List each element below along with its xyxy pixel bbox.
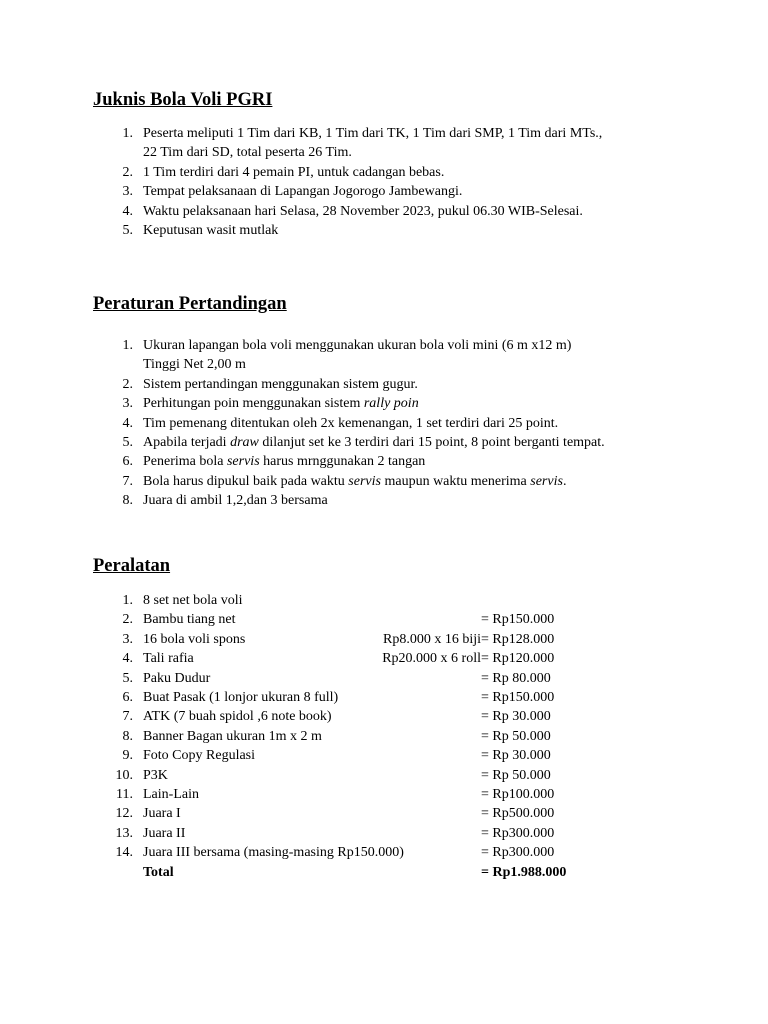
list-text: Juara di ambil 1,2,dan 3 bersama [143,493,328,509]
list-item [109,394,605,413]
cost-row [109,669,566,688]
list-number: 2. [122,376,133,392]
list-number: 3. [122,396,133,412]
item-name: Juara III bersama (masing-masing Rp150.000) [143,845,404,861]
list-number: 3. [122,184,133,200]
cost-row [109,610,566,629]
item-name: P3K [143,767,168,783]
list-text-italic: servis [348,473,381,489]
list-number: 7. [122,709,133,725]
list-text-continuation: 22 Tim dari SD, total peserta 26 Tim. [143,145,352,161]
list-item [109,433,605,452]
list-text: . [562,473,567,489]
total-amount: = Rp1.988.000 [481,864,567,880]
list-item [109,414,605,433]
cost-row [109,688,566,707]
item-amount: = Rp 50.000 [481,728,551,744]
cost-row [109,766,566,785]
peraturan-list [109,336,605,511]
item-name: Tali rafia [143,651,194,667]
list-text: Apabila terjadi [143,435,231,451]
list-text: 1 Tim terdiri dari 4 pemain PI, untuk cadangan bebas. [143,164,445,180]
list-number: 5. [122,670,133,686]
list-number: 6. [122,454,133,470]
cost-row [109,824,566,843]
list-item [109,491,605,510]
list-number: 14. [115,845,133,861]
item-amount: = Rp 30.000 [481,748,551,764]
item-amount: = Rp300.000 [481,845,555,861]
list-text: maupun waktu menerima [380,473,531,489]
item-name: Bambu tiang net [143,612,236,628]
cost-row [109,843,566,862]
list-number: 13. [115,825,133,841]
item-name: Banner Bagan ukuran 1m x 2 m [143,728,322,744]
item-amount: = Rp128.000 [481,631,555,647]
list-number: 1. [122,593,133,608]
list-number: 7. [122,473,133,489]
cost-row [109,746,566,765]
cost-row [109,804,566,823]
list-number: 2. [122,164,133,180]
list-item [109,221,602,240]
item-name: ATK (7 buah spidol ,6 note book) [143,709,332,725]
item-amount: = Rp300.000 [481,825,555,841]
list-number: 4. [122,651,133,667]
cost-row [109,785,566,804]
list-number: 4. [122,415,133,431]
item-name: Buat Pasak (1 lonjor ukuran 8 full) [143,690,339,706]
item-amount: = Rp120.000 [481,651,555,667]
list-text: harus mrnggunakan 2 tangan [259,454,426,470]
list-number: 2. [122,612,133,628]
list-number: 5. [122,223,133,239]
list-text-italic: draw [230,435,259,451]
list-number: 1. [122,338,133,353]
list-text: Penerima bola [143,454,227,470]
list-item [109,472,605,491]
list-text: Waktu pelaksanaan hari Selasa, 28 November 2023, pukul 06.30 WIB-Selesai. [143,203,583,219]
item-amount: = Rp 50.000 [481,767,551,783]
total-row [109,863,566,882]
list-item [109,163,602,182]
item-amount: = Rp100.000 [481,787,555,803]
cost-row [109,591,566,610]
list-text: dilanjut set ke 3 terdiri dari 15 point, 8 point berganti tempat. [258,435,605,451]
list-item [109,452,605,471]
item-name: 16 bola voli spons [143,631,246,647]
item-name: Lain-Lain [143,787,199,803]
item-amount: = Rp500.000 [481,806,555,822]
list-text-italic: servis [530,473,563,489]
total-label: Total [143,864,174,880]
cost-row [109,727,566,746]
list-text-continuation: Tinggi Net 2,00 m [143,357,246,373]
section-title-juknis: Juknis Bola Voli PGRI [93,90,273,110]
item-calculation: Rp20.000 x 6 roll [382,651,481,667]
list-number: 8. [122,493,133,509]
list-item [109,124,602,163]
list-item [109,375,605,394]
list-text: Peserta meliputi 1 Tim dari KB, 1 Tim dari TK, 1 Tim dari SMP, 1 Tim dari MTs., [143,126,603,141]
list-number: 10. [115,767,133,783]
list-text-italic: rally poin [363,396,419,412]
list-item [109,336,605,375]
list-number: 3. [122,631,133,647]
list-number: 4. [122,203,133,219]
list-number: 9. [122,748,133,764]
list-number: 5. [122,435,133,451]
list-number: 12. [115,806,133,822]
list-text: Tempat pelaksanaan di Lapangan Jogorogo Jambewangi. [143,184,463,200]
list-text: Ukuran lapangan bola voli menggunakan ukuran bola voli mini (6 m x12 m) [143,338,572,353]
list-text: Sistem pertandingan menggunakan sistem gugur. [143,376,418,392]
item-amount: = Rp150.000 [481,690,555,706]
item-amount: = Rp 80.000 [481,670,551,686]
list-text-italic: servis [226,454,260,470]
list-number: 1. [122,126,133,141]
list-text: Bola harus dipukul baik pada waktu [143,473,349,489]
cost-row [109,630,566,649]
item-name: Juara I [143,806,181,822]
peralatan-list [109,591,566,882]
list-number: 8. [122,728,133,744]
item-amount: = Rp150.000 [481,612,555,628]
cost-row [109,649,566,668]
cost-row [109,707,566,726]
juknis-list [109,124,602,240]
item-name: Juara II [143,825,186,841]
item-name: Paku Dudur [143,670,211,686]
list-text: Keputusan wasit mutlak [143,223,279,239]
section-title-peralatan: Peralatan [93,556,171,576]
list-item [109,202,602,221]
section-title-peraturan: Peraturan Pertandingan [93,294,287,314]
list-number: 11. [116,787,133,803]
item-amount: = Rp 30.000 [481,709,551,725]
item-name: Foto Copy Regulasi [143,748,256,764]
list-number: 6. [122,690,133,706]
list-text: Perhitungan poin menggunakan sistem [143,396,364,412]
item-name: 8 set net bola voli [143,593,243,608]
list-text: Tim pemenang ditentukan oleh 2x kemenangan, 1 set terdiri dari 25 point. [143,415,559,431]
list-item [109,182,602,201]
item-calculation: Rp8.000 x 16 biji [382,631,481,647]
